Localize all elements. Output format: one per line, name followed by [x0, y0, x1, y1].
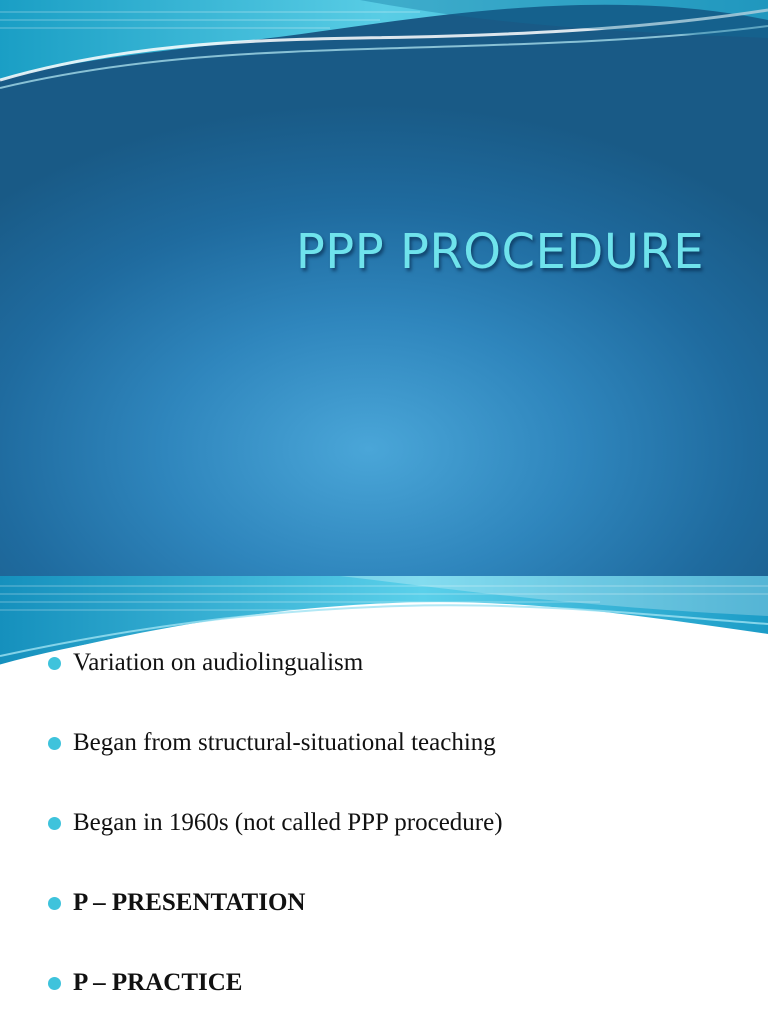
- bullet-item: [48, 807, 503, 839]
- content-slide: [0, 576, 768, 1024]
- bullet-dot-icon: [48, 657, 61, 670]
- bullet-text: Variation on audiolingualism: [73, 649, 364, 676]
- bullet-dot-icon: [48, 817, 61, 830]
- bullet-dot-icon: [48, 977, 61, 990]
- bullet-text: P – PRESENTATION: [73, 889, 306, 916]
- bullet-item: [48, 647, 363, 679]
- bullet-text: Began from structural-situational teaching: [73, 729, 496, 756]
- bullet-dot-icon: [48, 737, 61, 750]
- bullet-item: [48, 887, 305, 919]
- slide-title: PPP PROCEDURE: [295, 224, 705, 280]
- bullet-text: P – PRACTICE: [73, 969, 243, 996]
- bullet-item: [48, 967, 242, 999]
- bullet-item: [48, 727, 496, 759]
- bullet-dot-icon: [48, 897, 61, 910]
- bullet-text: Began in 1960s (not called PPP procedure): [73, 809, 503, 836]
